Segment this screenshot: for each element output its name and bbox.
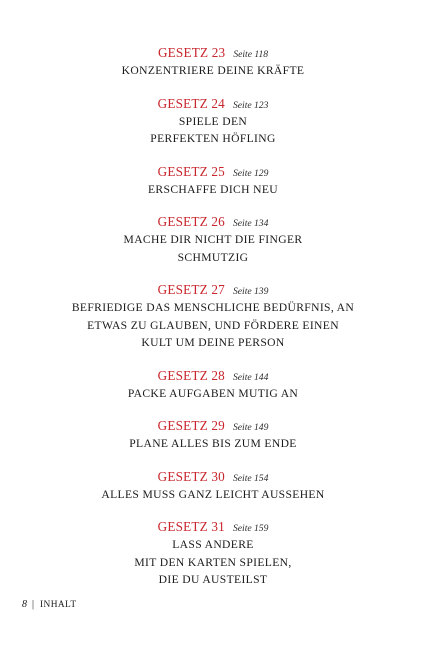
- law-label: GESETZ 27: [157, 282, 225, 297]
- toc-entry-26: [0, 213, 426, 266]
- law-label: GESETZ 29: [157, 418, 225, 433]
- entry-heading: [0, 44, 426, 62]
- section-label: INHALT: [40, 600, 77, 610]
- toc-entry-30: [0, 468, 426, 504]
- law-title: [0, 62, 426, 80]
- page-reference: Seite 139: [232, 286, 269, 297]
- law-label: GESETZ 31: [157, 519, 225, 534]
- law-label: GESETZ 23: [157, 45, 226, 60]
- law-title: [0, 385, 426, 403]
- law-title: [0, 536, 426, 589]
- law-label: GESETZ 24: [157, 95, 225, 111]
- entry-heading: [0, 468, 426, 486]
- law-title: [0, 486, 426, 504]
- law-title: [0, 299, 426, 352]
- law-label: GESETZ 25: [157, 163, 225, 179]
- law-title-line: ERSCHAFFE DICH NEU: [148, 182, 278, 196]
- footer-separator: |: [32, 599, 35, 610]
- law-label: GESETZ 28: [157, 367, 225, 383]
- page-reference: Seite 123: [232, 99, 269, 111]
- entry-heading: [0, 417, 426, 435]
- entry-heading: [0, 367, 426, 385]
- page-reference: Seite 149: [232, 422, 269, 433]
- page-number: 8: [22, 599, 27, 610]
- entry-heading: [0, 281, 426, 299]
- page-reference: Seite 118: [233, 49, 269, 60]
- table-of-contents: [0, 44, 426, 604]
- toc-entry-28: [0, 367, 426, 403]
- law-label: GESETZ 26: [157, 214, 225, 229]
- law-title-line: PLANE ALLES BIS ZUM ENDE: [129, 437, 297, 450]
- toc-entry-23: [0, 44, 426, 80]
- page-reference: Seite 154: [232, 472, 269, 484]
- law-title-line: ETWAS ZU GLAUBEN, UND FÖRDERE EINEN: [87, 318, 339, 332]
- law-title: [0, 435, 426, 453]
- law-title-line: MACHE DIR NICHT DIE FINGER: [123, 233, 303, 246]
- law-title: [0, 113, 426, 148]
- law-title-line: DIE DU AUSTEILST: [158, 573, 268, 586]
- law-title: [0, 231, 426, 266]
- page-reference: Seite 134: [232, 218, 269, 229]
- entry-heading: [0, 95, 426, 113]
- toc-entry-29: [0, 417, 426, 453]
- toc-entry-25: [0, 163, 426, 199]
- law-title-line: PERFEKTEN HÖFLING: [150, 132, 276, 145]
- law-title-line: SCHMUTZIG: [177, 250, 249, 264]
- entry-heading: [0, 518, 426, 536]
- toc-entry-24: [0, 95, 426, 148]
- page-reference: Seite 129: [232, 167, 269, 179]
- law-title-line: KULT UM DEINE PERSON: [141, 336, 285, 349]
- law-title-line: LASS ANDERE: [172, 538, 254, 551]
- entry-heading: [0, 163, 426, 181]
- law-title-line: KONZENTRIERE DEINE KRÄFTE: [121, 64, 305, 77]
- toc-entry-31: [0, 518, 426, 589]
- law-title: [0, 181, 426, 199]
- entry-heading: [0, 213, 426, 231]
- law-title-line: PACKE AUFGABEN MUTIG AN: [127, 386, 299, 400]
- page-footer: [22, 598, 76, 612]
- law-title-line: SPIELE DEN: [178, 114, 248, 128]
- page-reference: Seite 159: [232, 523, 269, 534]
- law-label: GESETZ 30: [157, 468, 225, 484]
- law-title-line: ALLES MUSS GANZ LEICHT AUSSEHEN: [101, 487, 325, 501]
- page-reference: Seite 144: [232, 371, 269, 383]
- law-title-line: BEFRIEDIGE DAS MENSCHLICHE BEDÜRFNIS, AN: [71, 301, 355, 314]
- law-title-line: MIT DEN KARTEN SPIELEN,: [134, 555, 292, 569]
- toc-entry-27: [0, 281, 426, 352]
